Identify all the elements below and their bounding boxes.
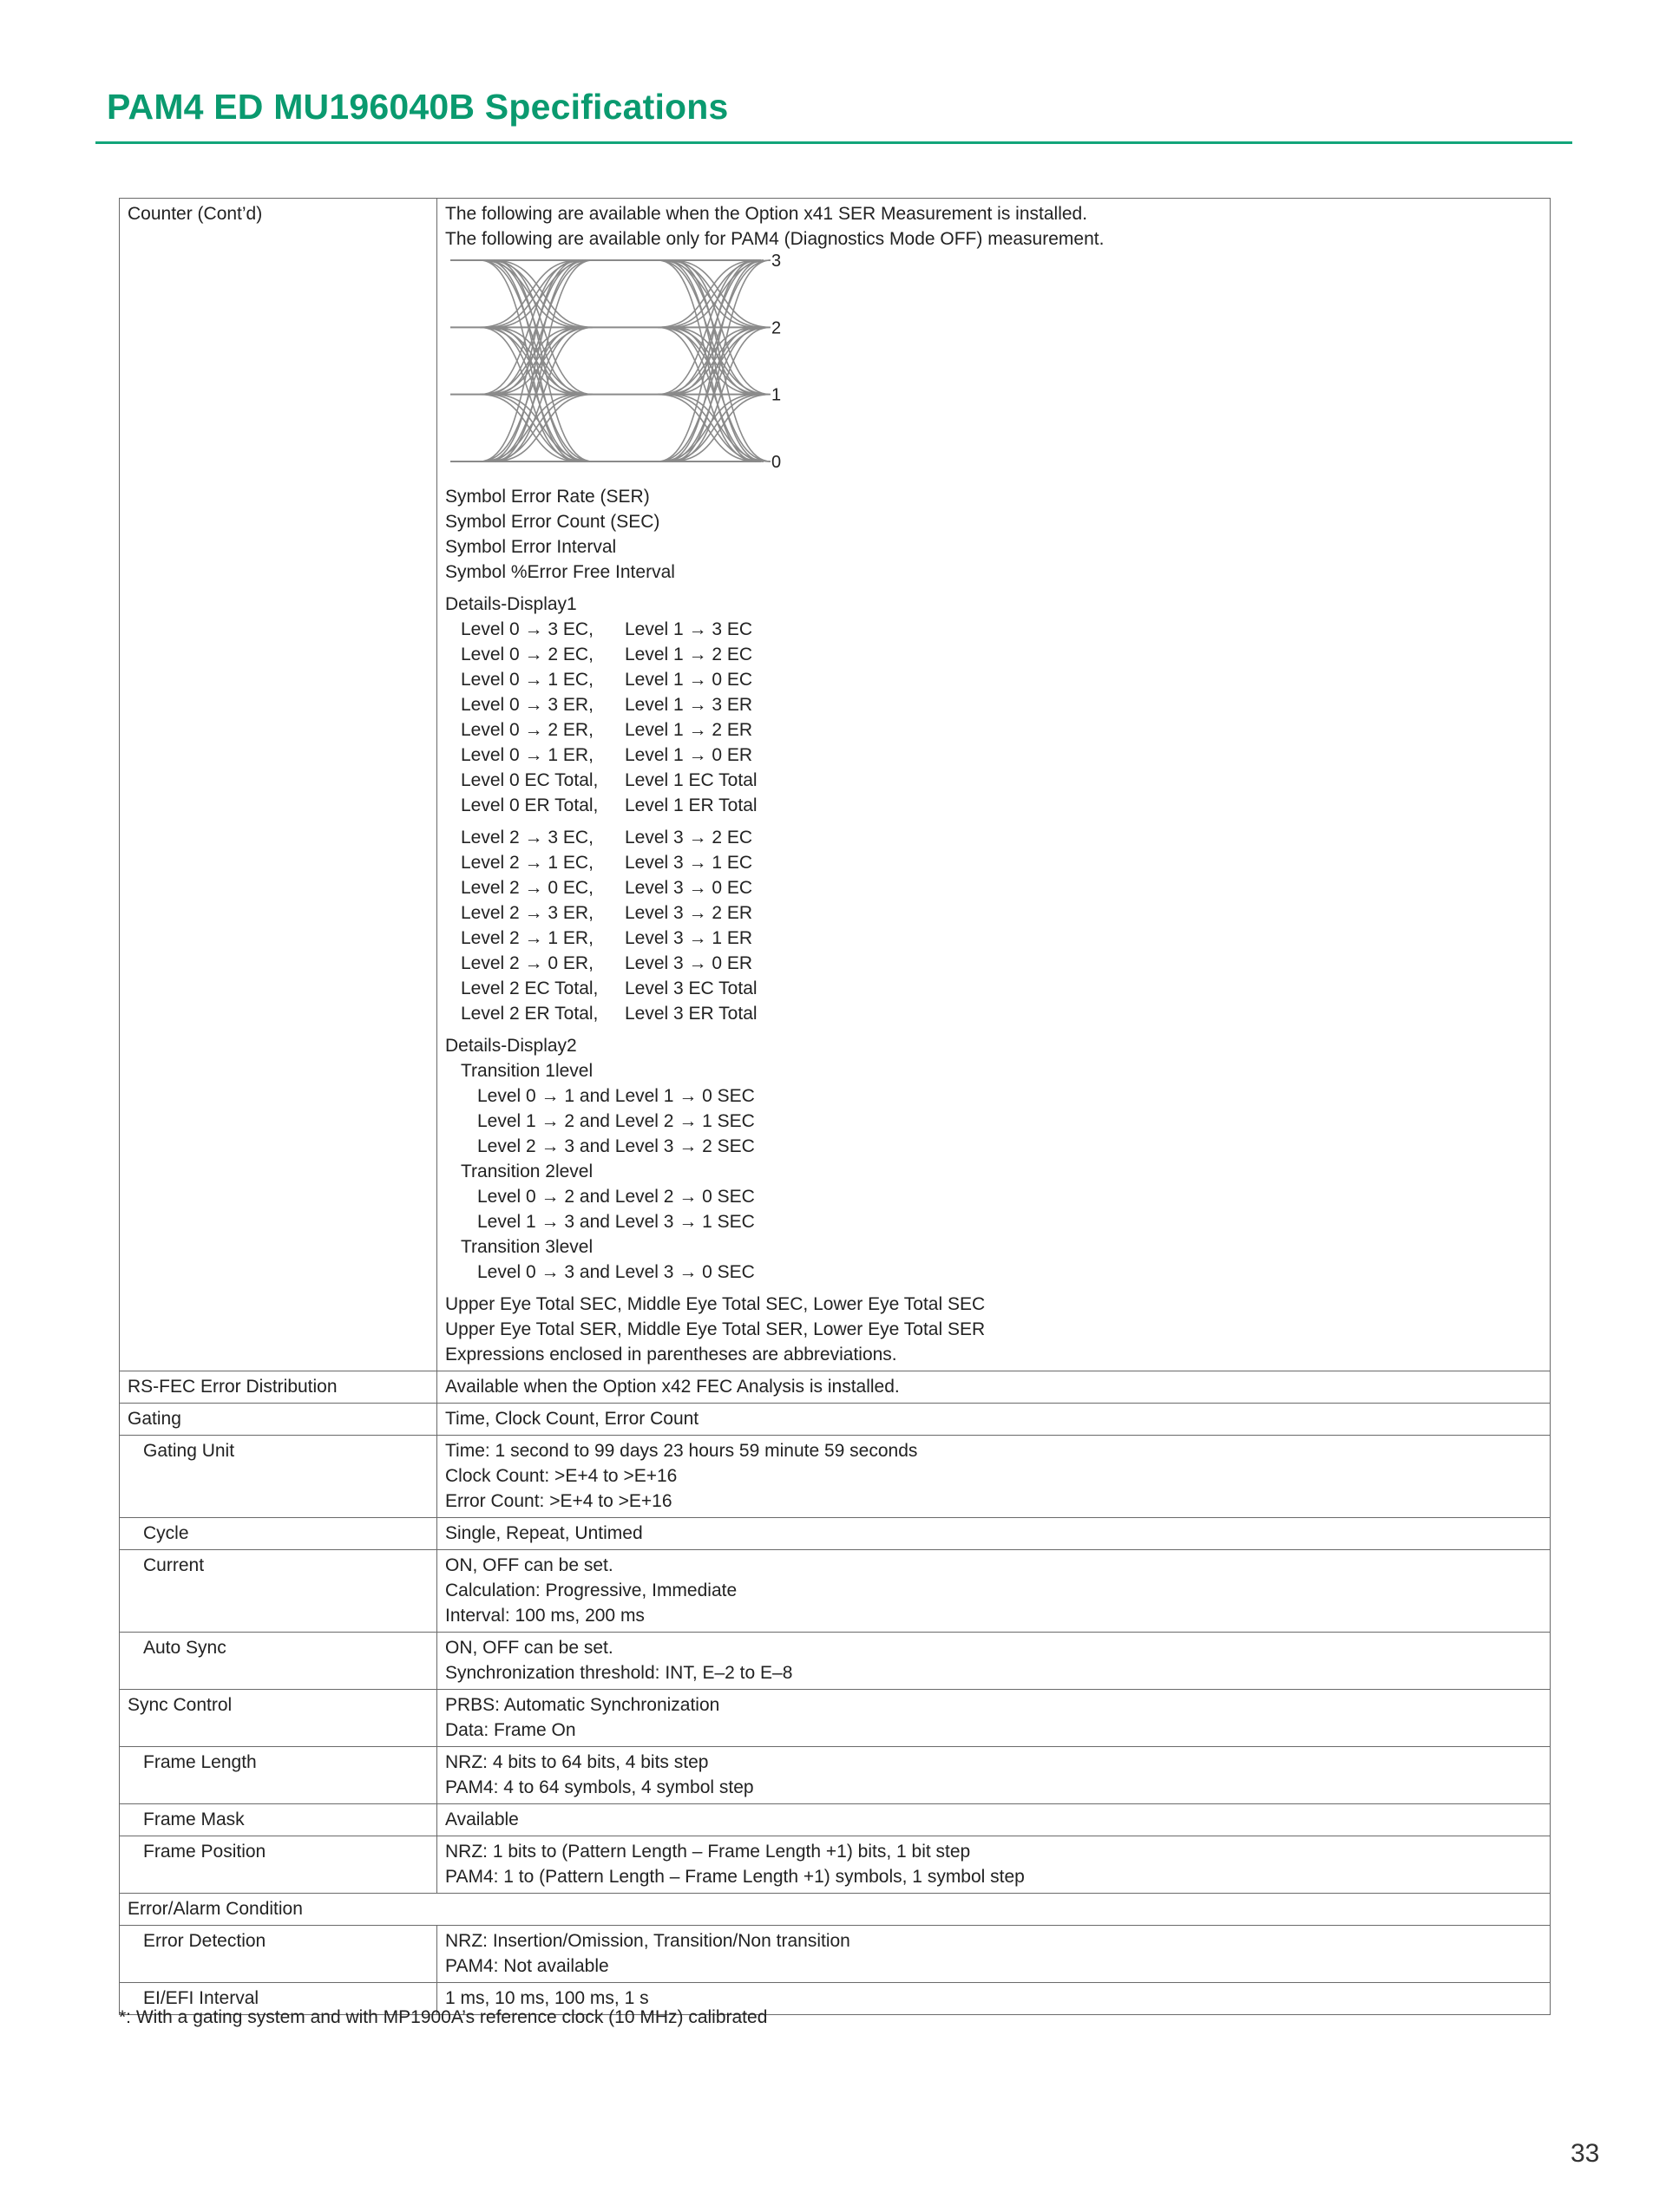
row-label — [120, 1894, 1551, 1926]
detail-item: Level 3 → 0 EC — [625, 878, 753, 898]
row-value-line: Clock Count: >E+4 to >E+16 — [445, 1466, 678, 1486]
table-row — [120, 1926, 1551, 1983]
row-value-line: Interval: 100 ms, 200 ms — [445, 1606, 645, 1626]
row-label — [120, 1404, 437, 1436]
detail-item: Level 1 → 3 ER — [625, 695, 753, 715]
row-label-text: Frame Mask — [143, 1810, 245, 1829]
eye-level-label: 3 — [771, 253, 782, 271]
row-value — [437, 1690, 1551, 1747]
table-row — [120, 1690, 1551, 1747]
row-value — [437, 1926, 1551, 1983]
row-value-line: NRZ: 1 bits to (Pattern Length – Frame Length +1) bits, 1 bit step — [445, 1842, 971, 1862]
eye-transition-curve — [487, 260, 586, 461]
detail-item: Level 2 → 3 EC, — [461, 828, 594, 847]
transition-item: Level 0 → 3 and Level 3 → 0 SEC — [477, 1262, 755, 1282]
row-value-line: NRZ: Insertion/Omission, Transition/Non transition — [445, 1931, 850, 1951]
detail-item: Level 0 EC Total, — [461, 770, 599, 790]
transition-group-title: Transition 1level — [461, 1061, 594, 1081]
detail-item: Level 1 ER Total — [625, 795, 758, 815]
row-label-text: Gating — [128, 1409, 181, 1429]
row-value-line: Synchronization threshold: INT, E–2 to E–8 — [445, 1663, 793, 1683]
measurement-item: Symbol %Error Free Interval — [445, 562, 675, 582]
eye-level-label: 0 — [771, 453, 782, 472]
row-value-line: Error Count: >E+4 to >E+16 — [445, 1491, 672, 1511]
row-label-text: Sync Control — [128, 1695, 233, 1715]
transition-item: Level 2 → 3 and Level 3 → 2 SEC — [477, 1136, 755, 1156]
detail-item: Level 0 → 2 ER, — [461, 720, 594, 740]
detail-item: Level 3 → 0 ER — [625, 953, 753, 973]
table-row — [120, 1804, 1551, 1836]
row-value-line: PRBS: Automatic Synchronization — [445, 1695, 720, 1715]
row-label — [120, 1690, 437, 1747]
totals-line: Upper Eye Total SEC, Middle Eye Total SEC, Lower Eye Total SEC — [445, 1294, 986, 1314]
detail-item: Level 3 ER Total — [625, 1004, 758, 1024]
detail-item: Level 3 → 2 EC — [625, 828, 753, 847]
row-label — [120, 1550, 437, 1633]
detail-item: Level 1 → 2 ER — [625, 720, 753, 740]
row-value-line: PAM4: 1 to (Pattern Length – Frame Length +1) symbols, 1 symbol step — [445, 1867, 1025, 1887]
counter-intro-2: The following are available only for PAM4 (Diagnostics Mode OFF) measurement. — [445, 229, 1105, 249]
row-label — [120, 1371, 437, 1404]
table-row — [120, 1550, 1551, 1633]
table-row — [120, 1836, 1551, 1894]
detail-item: Level 0 → 3 EC, — [461, 619, 594, 639]
detail-item: Level 2 EC Total, — [461, 978, 599, 998]
row-value-line: 1 ms, 10 ms, 100 ms, 1 s — [445, 1988, 649, 2008]
details1-group1 — [445, 617, 1543, 818]
detail-item: Level 1 → 0 EC — [625, 670, 753, 690]
row-label — [120, 1747, 437, 1804]
row-value-line: Available when the Option x42 FEC Analysis is installed. — [445, 1377, 900, 1397]
row-label-text: Error/Alarm Condition — [128, 1899, 303, 1919]
row-value — [437, 199, 1551, 1371]
row-label-text: Cycle — [143, 1523, 189, 1543]
row-value-line: Available — [445, 1810, 519, 1829]
pam4-eye-diagram — [445, 253, 810, 479]
row-label — [120, 1518, 437, 1550]
row-value — [437, 1371, 1551, 1404]
row-value-line: NRZ: 4 bits to 64 bits, 4 bits step — [445, 1752, 709, 1772]
footnote: *: With a gating system and with MP1900A’s reference clock (10 MHz) calibrated — [119, 2007, 768, 2027]
row-label-text: EI/EFI Interval — [143, 1988, 259, 2008]
row-label — [120, 1926, 437, 1983]
page-number: 33 — [1571, 2139, 1600, 2168]
detail-item: Level 2 → 1 EC, — [461, 853, 594, 873]
row-label-text: Auto Sync — [143, 1638, 226, 1658]
table-row — [120, 1894, 1551, 1926]
table-row — [120, 1518, 1551, 1550]
eye-level-label: 1 — [771, 385, 782, 405]
title-divider — [95, 141, 1572, 144]
page-title: PAM4 ED MU196040B Specifications — [107, 87, 729, 127]
table-row — [120, 1404, 1551, 1436]
row-value-line: Data: Frame On — [445, 1720, 576, 1740]
row-value — [437, 1436, 1551, 1518]
transition-item: Level 1 → 2 and Level 2 → 1 SEC — [477, 1111, 755, 1131]
detail-item: Level 0 → 2 EC, — [461, 645, 594, 664]
detail-item: Level 1 → 0 ER — [625, 745, 753, 765]
row-label-text: Frame Position — [143, 1842, 266, 1862]
row-label — [120, 1836, 437, 1894]
row-label-text: RS-FEC Error Distribution — [128, 1377, 338, 1397]
detail-item: Level 3 → 2 ER — [625, 903, 753, 923]
detail-item: Level 0 ER Total, — [461, 795, 599, 815]
totals-line: Expressions enclosed in parentheses are abbreviations. — [445, 1345, 897, 1365]
row-value — [437, 1518, 1551, 1550]
totals-line: Upper Eye Total SER, Middle Eye Total SER, Lower Eye Total SER — [445, 1319, 986, 1339]
detail-item: Level 2 → 1 ER, — [461, 928, 594, 948]
transition-item: Level 0 → 2 and Level 2 → 0 SEC — [477, 1187, 755, 1207]
row-label-text: Frame Length — [143, 1752, 257, 1772]
measurement-item: Symbol Error Rate (SER) — [445, 487, 650, 507]
row-label-text: Error Detection — [143, 1931, 266, 1951]
details1-title: Details-Display1 — [445, 594, 577, 614]
transition-item: Level 1 → 3 and Level 3 → 1 SEC — [477, 1212, 755, 1232]
details2-title: Details-Display2 — [445, 1036, 577, 1056]
row-label — [120, 1436, 437, 1518]
transition-group-title: Transition 3level — [461, 1237, 594, 1257]
row-value-line: Calculation: Progressive, Immediate — [445, 1580, 738, 1600]
table-row — [120, 1371, 1551, 1404]
table-row — [120, 1436, 1551, 1518]
spec-table — [119, 198, 1551, 2015]
row-label — [120, 1633, 437, 1690]
detail-item: Level 3 → 1 EC — [625, 853, 753, 873]
row-value — [437, 1550, 1551, 1633]
row-value-line: ON, OFF can be set. — [445, 1555, 613, 1575]
measurement-item: Symbol Error Interval — [445, 537, 617, 557]
table-row — [120, 1747, 1551, 1804]
row-value-line: Time: 1 second to 99 days 23 hours 59 minute 59 seconds — [445, 1441, 918, 1461]
detail-item: Level 2 → 0 ER, — [461, 953, 594, 973]
detail-item: Level 0 → 3 ER, — [461, 695, 594, 715]
row-value-line: PAM4: Not available — [445, 1956, 609, 1976]
row-value — [437, 1747, 1551, 1804]
detail-item: Level 1 → 3 EC — [625, 619, 753, 639]
detail-item: Level 3 → 1 ER — [625, 928, 753, 948]
table-row-counter — [120, 199, 1551, 1371]
detail-item: Level 2 → 0 EC, — [461, 878, 594, 898]
counter-intro-1: The following are available when the Option x41 SER Measurement is installed. — [445, 204, 1088, 224]
row-value — [437, 1836, 1551, 1894]
row-label-text: Gating Unit — [143, 1441, 235, 1461]
row-value — [437, 1804, 1551, 1836]
transition-group-title: Transition 2level — [461, 1162, 594, 1181]
row-value-line: PAM4: 4 to 64 symbols, 4 symbol step — [445, 1777, 754, 1797]
row-value — [437, 1633, 1551, 1690]
transition-item: Level 0 → 1 and Level 1 → 0 SEC — [477, 1086, 755, 1106]
eye-level-label: 2 — [771, 318, 782, 338]
detail-item: Level 3 EC Total — [625, 978, 758, 998]
detail-item: Level 2 → 3 ER, — [461, 903, 594, 923]
detail-item: Level 2 ER Total, — [461, 1004, 599, 1024]
row-value-line: Single, Repeat, Untimed — [445, 1523, 643, 1543]
measurement-item: Symbol Error Count (SEC) — [445, 512, 660, 532]
detail-item: Level 1 → 2 EC — [625, 645, 753, 664]
details1-group2 — [445, 825, 1543, 1026]
row-label-text: Current — [143, 1555, 205, 1575]
detail-item: Level 0 → 1 ER, — [461, 745, 594, 765]
table-row — [120, 1633, 1551, 1690]
row-label — [120, 1804, 437, 1836]
detail-item: Level 0 → 1 EC, — [461, 670, 594, 690]
eye-transition-curve — [665, 260, 764, 461]
detail-item: Level 1 EC Total — [625, 770, 758, 790]
row-label: Counter (Cont’d) — [120, 199, 437, 1371]
row-value-line: Time, Clock Count, Error Count — [445, 1409, 699, 1429]
row-value-line: ON, OFF can be set. — [445, 1638, 613, 1658]
row-value — [437, 1404, 1551, 1436]
